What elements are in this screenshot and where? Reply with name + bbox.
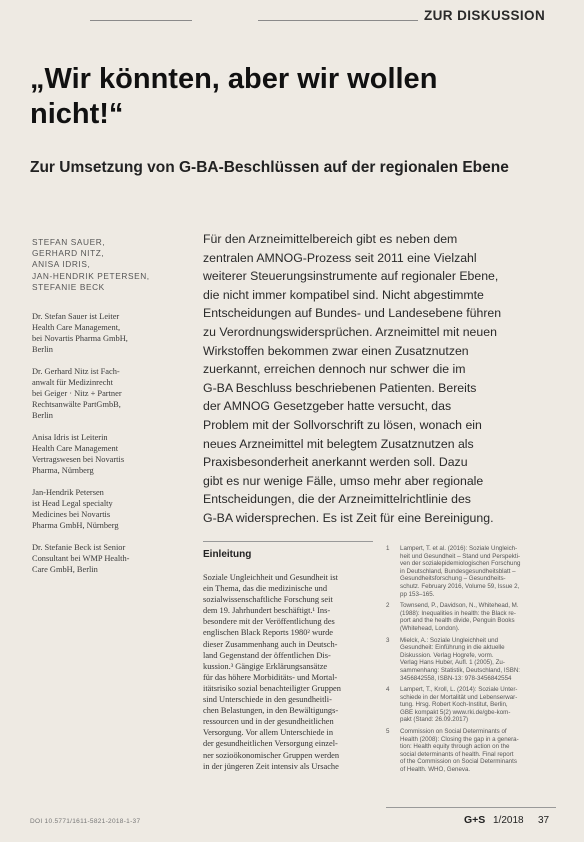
author-bio xyxy=(32,487,192,531)
bio-line: Anisa Idris ist Leiterin xyxy=(32,433,108,442)
body-line: dieser Zusammenhang auch in Deutsch- xyxy=(203,639,338,649)
footnote-line: schiede in der Mortalität und Lebenserwar- xyxy=(400,693,518,701)
body-line: chen Belastungen, in den Bewältigungs- xyxy=(203,706,339,716)
footnote-item xyxy=(386,637,556,683)
teaser-line: gibt es nur wenige Fälle, umso mehr aber regionale xyxy=(203,473,484,488)
bio-line: Pharma GmbH, Nürnberg xyxy=(32,521,119,530)
teaser-line: zuerkannt, erreichen dennoch nur schwer die im xyxy=(203,362,466,377)
footnote-line: Commission on Social Determinants of xyxy=(400,728,507,736)
bio-line: bei Novartis Pharma GmbH, xyxy=(32,334,128,343)
author-name: GERHARD NITZ, xyxy=(32,248,105,259)
author-list xyxy=(32,237,192,293)
body-column xyxy=(203,572,373,772)
bio-line: bei Geiger · Nitz + Partner xyxy=(32,389,122,398)
bio-line: Dr. Gerhard Nitz ist Fach- xyxy=(32,367,120,376)
footnote-number: 2 xyxy=(386,602,390,610)
author-bio xyxy=(32,366,192,421)
teaser-line: G-BA widersprechen. Es ist Zeit für eine Bereinigung. xyxy=(203,510,494,525)
section-label: ZUR DISKUSSION xyxy=(424,8,546,23)
bio-line: Pharma, Nürnberg xyxy=(32,466,94,475)
footnote-line: Lampert, T., Kroll, L. (2014): Soziale Unter- xyxy=(400,686,518,694)
body-line: Versorgung. Vor allem Unterschiede in xyxy=(203,728,334,738)
bio-line: Health Care Management xyxy=(32,444,119,453)
author-bio xyxy=(32,311,192,355)
teaser-line: der AMNOG Gesetzgeber hatte versucht, das xyxy=(203,399,452,414)
issue-number: 1/2018 xyxy=(493,815,524,826)
footnote-item xyxy=(386,545,556,598)
footnote-line: schutz. February 2016, Volume 59, Issue 2, xyxy=(400,582,520,590)
teaser-line: neues Arzneimittel mit belegtem Zusatznutzen als xyxy=(203,436,474,451)
bio-line: Jan-Hendrik Petersen xyxy=(32,488,104,497)
footnote-line: GBE kompakt 5(2) www.rki.de/gbe-kom- xyxy=(400,708,511,716)
footnote-line: heit und Gesundheit – Stand und Perspekti- xyxy=(400,552,521,560)
footnote-line: social determinants of health. Final report xyxy=(400,750,514,758)
footnote-line: (1988): Inequalities in health: the Black re- xyxy=(400,609,516,617)
body-line: kussion.³ Gängige Erklärungsansätze xyxy=(203,661,328,671)
footnote-item xyxy=(386,602,556,632)
body-line: Soziale Ungleichheit und Gesundheit ist xyxy=(203,573,338,582)
body-line: der gesundheitlichen Versorgung einzel- xyxy=(203,739,338,749)
author-bio xyxy=(32,542,192,575)
body-line: dem 19. Jahrhundert beschäftigt.¹ Ins- xyxy=(203,606,331,616)
body-line: land Gegenstand der öffentlichen Dis- xyxy=(203,650,331,660)
body-line: ein Thema, das die medizinische und xyxy=(203,584,328,594)
body-line: englischen Black Reports 1980² wurde xyxy=(203,628,333,638)
teaser-line: weiterer Steuerungsinstrumente auf regionaler Ebene, xyxy=(203,269,499,284)
bio-line: Berlin xyxy=(32,411,53,420)
header-rule-left xyxy=(90,20,192,21)
teaser-line: Praxisbesonderheit anerkannt werden soll. Dazu xyxy=(203,455,468,470)
teaser-paragraph xyxy=(203,230,525,528)
bio-line: Care GmbH, Berlin xyxy=(32,565,98,574)
teaser-line: zu Verordnungswidersprüchen. Arzneimittel mit neuen xyxy=(203,324,497,339)
body-line: ner sozioökonomischer Gruppen werden xyxy=(203,750,340,760)
author-name: STEFAN SAUER, xyxy=(32,237,106,247)
bio-line: Vertragswesen bei Novartis xyxy=(32,455,125,464)
section-divider xyxy=(203,541,373,542)
bio-line: anwalt für Medizinrecht xyxy=(32,378,113,387)
teaser-line: Wirkstoffen bekommen zwar einen Zusatznutzen xyxy=(203,343,469,358)
bio-line: Health Care Management, xyxy=(32,323,121,332)
body-line: itätsrisiko sozial benachteiligter Gruppen xyxy=(203,683,341,693)
article-title: „Wir könnten, aber wir wollen nicht!“ xyxy=(30,63,438,130)
footnotes xyxy=(386,545,556,778)
page-number: 37 xyxy=(538,815,550,826)
footnote-line: Gesundheit: Einführung in die aktuelle xyxy=(400,644,505,652)
footnote-number: 3 xyxy=(386,636,390,644)
footnote-line: Mielck, A.: Soziale Ungleichheit und xyxy=(400,636,499,644)
footnote-line: of Health. WHO, Geneva. xyxy=(400,766,471,774)
bio-line: Consultant bei WMP Health- xyxy=(32,554,130,563)
teaser-line: Für den Arzneimittelbereich gibt es neben dem xyxy=(203,232,458,246)
footnote-line: sammenhang: Statistik, Deutschland, ISBN: xyxy=(400,666,521,674)
author-name: ANISA IDRIS, xyxy=(32,259,91,270)
body-line: besondere mit der Veröffentlichung des xyxy=(203,617,335,627)
footnote-line: Lampert, T. et al. (2016): Soziale Ungleich- xyxy=(400,545,518,552)
bio-line: Medicines bei Novartis xyxy=(32,510,111,519)
footnote-line: port and the health divide, Penguin Books xyxy=(400,617,515,625)
body-line: sozialwissenschaftliche Forschung seit xyxy=(203,595,333,605)
footnote-line: 3456842558, ISBN-13: 978-3456842554 xyxy=(400,674,512,682)
body-line: in der jüngeren Zeit intensiv als Ursache xyxy=(203,761,339,771)
article-subtitle: Zur Umsetzung von G-BA-Beschlüssen auf der regionalen Ebene xyxy=(30,159,509,176)
footnote-number: 4 xyxy=(386,686,390,694)
teaser-line: zentralen AMNOG-Prozess seit 2011 eine Vielzahl xyxy=(203,250,477,265)
header-rule-right xyxy=(258,20,418,21)
footnote-line: Townsend, P., Davidson, N., Whitehead, M. xyxy=(400,602,519,610)
footnote-line: ven der sozialepidemiologischen Forschung xyxy=(400,560,521,568)
bio-line: Rechtsanwälte PartGmbB, xyxy=(32,400,121,409)
bio-line: Berlin xyxy=(32,345,53,354)
body-line: für das höhere Morbiditäts- und Mortal- xyxy=(203,672,338,682)
journal-name: G+S xyxy=(464,814,486,826)
teaser-line: die nicht immer kompatibel sind. Nicht abgestimmte xyxy=(203,287,484,302)
footnote-line: Gesundheitsforschung – Gesundheits- xyxy=(400,575,506,583)
bio-line: ist Head Legal specialty xyxy=(32,499,113,508)
author-bios xyxy=(32,311,192,586)
footnote-line: tion: Health equity through action on the xyxy=(400,743,510,751)
section-heading: Einleitung xyxy=(203,549,252,560)
footnote-item xyxy=(386,728,556,774)
footnote-line: in Deutschland, Bundesgesundheitsblatt – xyxy=(400,567,516,575)
author-name: STEFANIE BECK xyxy=(32,281,105,292)
bio-line: Dr. Stefan Sauer ist Leiter xyxy=(32,312,120,321)
author-bio xyxy=(32,432,192,476)
footer-rule xyxy=(386,807,556,808)
footer-doi: DOI 10.5771/1611-5821-2018-1-37 xyxy=(30,818,141,825)
body-line: ressourcen und in der gesundheitlichen xyxy=(203,717,334,727)
footnote-line: Verlag Hans Huber, Aufl. 1 (2005), Zu- xyxy=(400,659,505,667)
teaser-line: G-BA Beschluss beschriebenen Patienten. Bereits xyxy=(203,380,477,395)
footnote-number: 5 xyxy=(386,728,390,736)
footnote-line: (Whitehead, London). xyxy=(400,624,460,632)
footnote-line: of the Commission on Social Determinants xyxy=(400,758,517,766)
bio-line: Dr. Stefanie Beck ist Senior xyxy=(32,543,126,552)
footnote-line: pakt (Stand: 26.09.2017) xyxy=(400,716,469,724)
teaser-line: Entscheidungen auf Bundes- und Landesebene führen xyxy=(203,306,502,321)
footnote-line: Diskussion. Verlag Hogrefe, vorm. xyxy=(400,651,494,659)
footnote-line: pp 153–165. xyxy=(400,590,435,598)
footnote-item xyxy=(386,686,556,724)
footnote-number: 1 xyxy=(386,545,390,552)
body-line: sind Unterschiede in den gesundheitli- xyxy=(203,695,332,705)
footnote-line: Health (2008): Closing the gap in a genera- xyxy=(400,735,519,743)
teaser-line: Entscheidungen, die der Arzneimittelrichtlinie des xyxy=(203,492,471,507)
teaser-line: Problem mit der Sollvorschrift zu lösen, wonach ein xyxy=(203,417,482,432)
footnote-line: tung. Hrsg. Robert Koch-Institut, Berlin, xyxy=(400,701,508,709)
author-name: JAN-HENDRIK PETERSEN, xyxy=(32,270,150,281)
